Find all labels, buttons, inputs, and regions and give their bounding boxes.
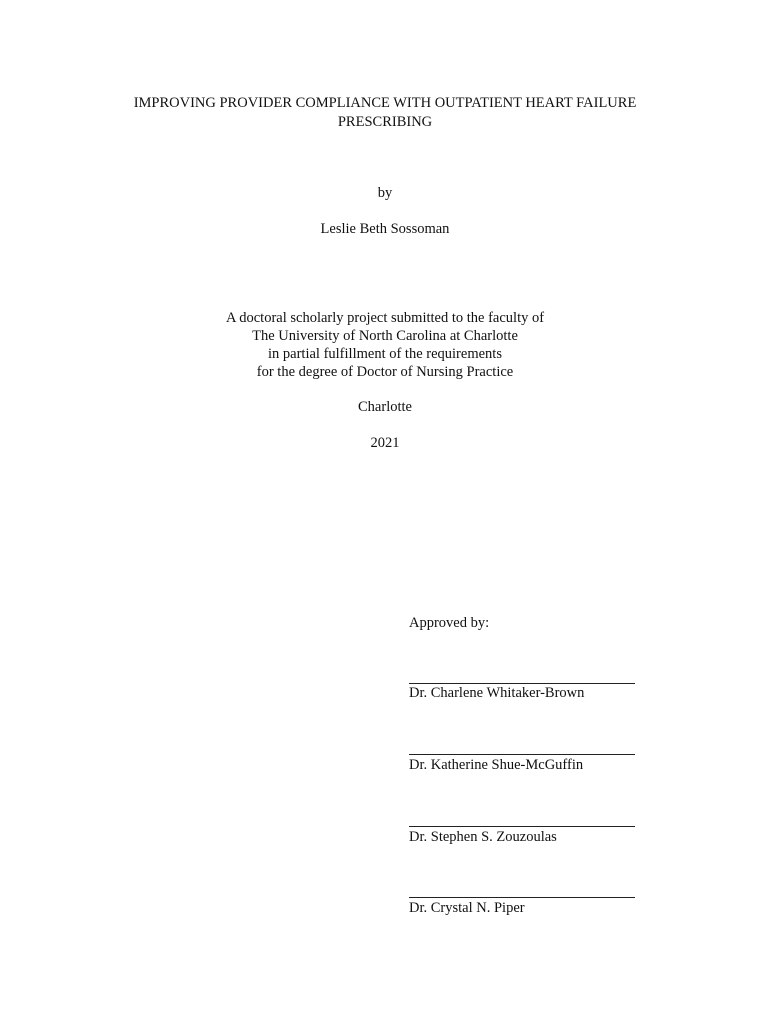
- submission-line-3: in partial fulfillment of the requirements: [268, 346, 502, 362]
- year: 2021: [370, 435, 400, 451]
- signatory-name: Dr. Katherine Shue-McGuffin: [409, 757, 584, 773]
- signature-line: [409, 826, 635, 827]
- signatory-name: Dr. Stephen S. Zouzoulas: [409, 829, 557, 845]
- title-line-2: PRESCRIBING: [337, 114, 433, 130]
- signatory-name: Dr. Charlene Whitaker-Brown: [409, 685, 585, 701]
- approved-by-label: Approved by:: [409, 615, 490, 631]
- signature-line: [409, 754, 635, 755]
- title-line-1: IMPROVING PROVIDER COMPLIANCE WITH OUTPATIENT HEART FAILURE: [133, 95, 637, 111]
- by-label: by: [377, 185, 393, 201]
- signature-line: [409, 897, 635, 898]
- location: Charlotte: [358, 399, 412, 415]
- submission-line-1: A doctoral scholarly project submitted to the faculty of: [225, 310, 545, 326]
- submission-line-4: for the degree of Doctor of Nursing Practice: [256, 364, 514, 380]
- author-name: Leslie Beth Sossoman: [320, 221, 450, 237]
- submission-line-2: The University of North Carolina at Charlotte: [252, 328, 518, 344]
- signatory-name: Dr. Crystal N. Piper: [409, 900, 525, 916]
